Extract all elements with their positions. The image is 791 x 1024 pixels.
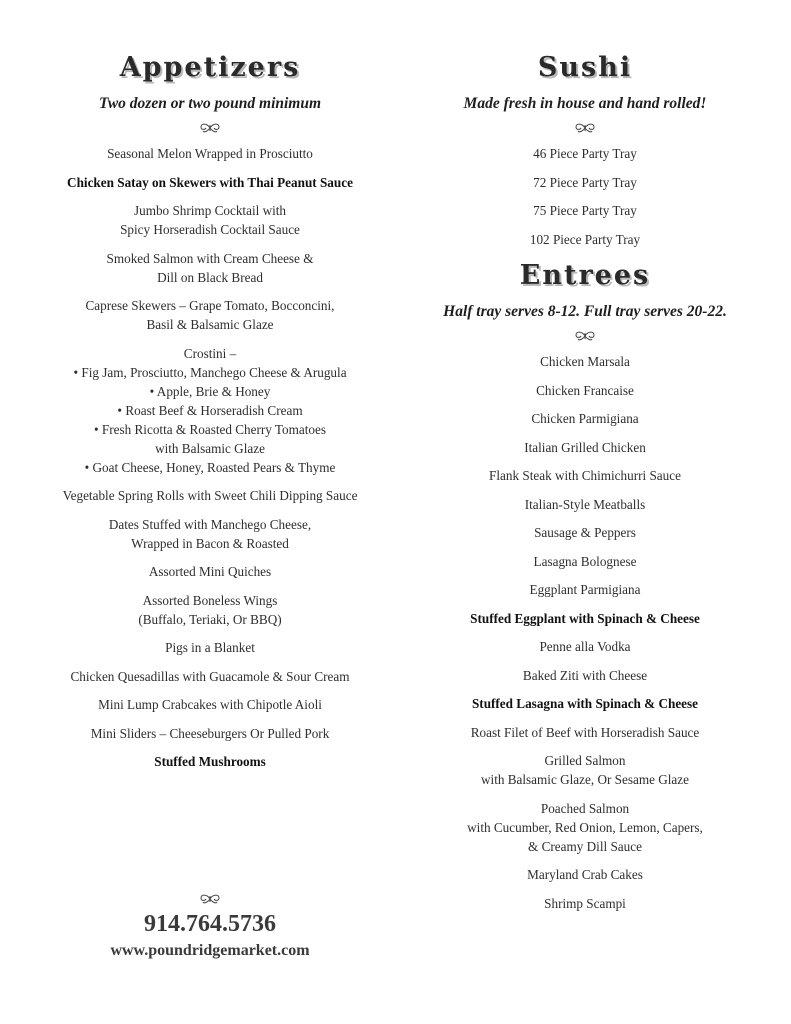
menu-item-line: Caprese Skewers – Grape Tomato, Bocconcini, [85,298,335,313]
menu-item [425,173,745,192]
menu-item [425,201,745,220]
menu-item-line: Dates Stuffed with Manchego Cheese, [108,516,312,532]
appetizers-list [50,144,370,771]
appetizers-section [50,50,370,781]
website-link[interactable]: www.poundridgemarket.com [110,942,310,959]
menu-item [50,695,370,714]
menu-item [425,495,745,514]
menu-item [425,144,745,163]
menu-item-line: Assorted Mini Quiches [148,564,272,579]
menu-item-line: Flank Steak with Chimichurri Sauce [489,468,681,483]
menu-item [50,562,370,581]
menu-item-line: 75 Piece Party Tray [533,203,637,218]
flourish-ornament-icon [199,122,221,134]
menu-item [425,580,745,599]
menu-item-line: Vegetable Spring Rolls with Sweet Chili Dipping Sauce [62,488,358,503]
menu-item-line: Dill on Black Bread [157,269,263,285]
menu-item-line: Seasonal Melon Wrapped in Prosciutto [107,146,313,161]
menu-item [425,666,745,685]
menu-item-line: Chicken Parmigiana [531,411,639,426]
phone-number: 914.764.5736 [144,911,276,937]
menu-item-line: Smoked Salmon with Cream Cheese & [106,250,314,266]
appetizers-subtitle: Two dozen or two pound minimum [98,95,322,112]
menu-item [50,515,370,553]
menu-item-line: Mini Lump Crabcakes with Chipotle Aioli [98,697,322,712]
menu-item-line: Mini Sliders – Cheeseburgers Or Pulled Pork [90,725,330,741]
menu-item [50,724,370,743]
menu-item [425,723,745,742]
menu-item-line: 46 Piece Party Tray [533,146,637,161]
menu-item-line: Baked Ziti with Cheese [522,667,648,683]
menu-item [425,466,745,485]
menu-item [425,438,745,457]
menu-item-line: with Balsamic Glaze, Or Sesame Glaze [481,772,689,787]
menu-item [425,637,745,656]
menu-item-line: Stuffed Mushrooms [154,754,266,769]
menu-item [50,667,370,686]
menu-item-line: Maryland Crab Cakes [527,867,643,882]
menu-item-line: with Cucumber, Red Onion, Lemon, Capers, [467,819,703,835]
menu-item [50,638,370,657]
menu-item [425,381,745,400]
menu-item-line: • Fig Jam, Prosciutto, Manchego Cheese & Arugula [73,364,347,380]
menu-item-line: Jumbo Shrimp Cocktail with [133,203,287,218]
sushi-section [425,50,745,922]
menu-item-line: Italian Grilled Chicken [524,439,646,455]
flourish-ornament-icon [574,330,596,342]
appetizers-heading: Appetizers [119,52,301,83]
menu-item [425,865,745,884]
menu-item-line: • Goat Cheese, Honey, Roasted Pears & Thyme [84,459,336,475]
menu-item-line: • Fresh Ricotta & Roasted Cherry Tomatoes [94,421,326,437]
menu-item [425,799,745,856]
entrees-subtitle: Half tray serves 8-12. Full tray serves 20-22. [443,303,727,320]
menu-item-line: Chicken Quesadillas with Guacamole & Sour Cream [70,668,350,684]
menu-item-line: Shrimp Scampi [544,895,626,911]
menu-item [425,894,745,913]
menu-item-line: Roast Filet of Beef with Horseradish Sauce [470,724,700,740]
menu-item [425,409,745,428]
menu-item [425,552,745,571]
menu-item-line: 102 Piece Party Tray [529,231,641,247]
menu-item [50,201,370,239]
menu-item [50,144,370,163]
menu-item [425,751,745,789]
menu-item [425,609,745,628]
contact-footer [50,885,370,961]
menu-item [425,523,745,542]
menu-item [50,249,370,287]
menu-item [50,296,370,334]
menu-item-line: & Creamy Dill Sauce [528,838,642,854]
menu-item [50,752,370,771]
menu-item [50,591,370,629]
menu-item [425,694,745,713]
menu-item-line: • Apple, Brie & Honey [149,383,271,399]
menu-item-line: Penne alla Vodka [539,639,631,654]
menu-item-line: Spicy Horseradish Cocktail Sauce [120,222,300,237]
menu-item-line: Chicken Marsala [540,354,630,369]
menu-item-line: Wrapped in Bacon & Roasted [131,535,289,551]
flourish-ornament-icon [199,893,221,905]
menu-item-line: Crostini – [183,345,237,361]
menu-item-line: Basil & Balsamic Glaze [146,317,274,332]
menu-item-line: Stuffed Lasagna with Spinach & Cheese [471,696,699,711]
menu-item [50,486,370,505]
sushi-list [425,144,745,249]
menu-item [425,352,745,371]
menu-item-line: Poached Salmon [540,800,630,816]
menu-item-line: • Roast Beef & Horseradish Cream [117,402,303,418]
sushi-subtitle: Made fresh in house and hand rolled! [463,95,707,112]
menu-item-line: with Balsamic Glaze [155,440,265,456]
menu-item-line: Assorted Boneless Wings [142,592,278,608]
flourish-ornament-icon [574,122,596,134]
menu-item-line: Italian-Style Meatballs [524,496,646,512]
menu-item-line: Eggplant Parmigiana [529,582,641,597]
menu-item-line: Chicken Satay on Skewers with Thai Peanut Sauce [67,174,353,190]
menu-item-line: Sausage & Peppers [534,525,636,540]
entrees-list [425,352,745,913]
menu-item-line: Pigs in a Blanket [165,640,255,655]
menu-item-line: 72 Piece Party Tray [533,174,637,190]
entrees-section [425,258,745,913]
menu-item-line: Chicken Francaise [536,382,634,398]
menu-item [50,173,370,192]
menu-item-line: (Buffalo, Teriaki, Or BBQ) [138,611,282,627]
menu-item [50,344,370,477]
menu-item-line: Stuffed Eggplant with Spinach & Cheese [470,610,700,626]
menu-item-line: Lasagna Bolognese [533,553,637,569]
menu-item-line: Grilled Salmon [544,753,626,768]
entrees-heading: Entrees [519,260,651,291]
sushi-heading: Sushi [537,52,633,83]
menu-item [425,230,745,249]
